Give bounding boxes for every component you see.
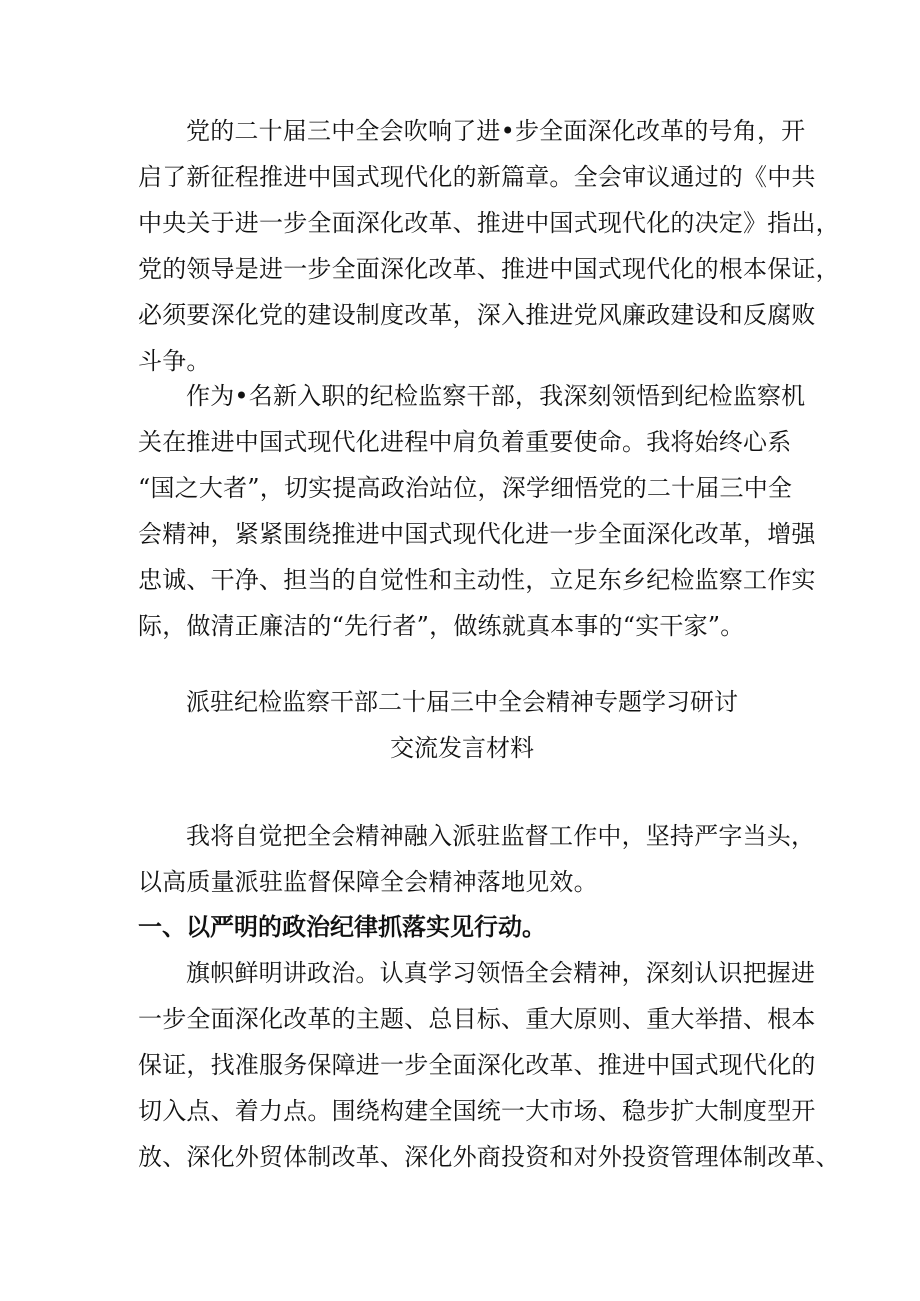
paragraph-line: 旗帜鲜明讲政治。认真学习领悟全会精神，深刻认识把握进	[186, 959, 816, 987]
paragraph-line: 我将自觉把全会精神融入派驻监督工作中，坚持严字当头，	[186, 822, 816, 850]
paragraph-line: 党的二十届三中全会吹响了进•步全面深化改革的号角，开	[186, 117, 806, 145]
paragraph-line: 斗争。	[138, 347, 211, 375]
paragraph-line: 党的领导是进一步全面深化改革、推进中国式现代化的根本保证，	[138, 255, 840, 283]
paragraph-line: 关在推进中国式现代化进程中肩负着重要使命。我将始终心系	[138, 428, 792, 456]
paragraph-line: 必须要深化党的建设制度改革，深入推进党风廉政建设和反腐败	[138, 301, 816, 329]
paragraph-line: 中央关于进一步全面深化改革、推进中国式现代化的决定》指出，	[138, 209, 840, 237]
title-line-2: 交流发言材料	[390, 734, 534, 762]
paragraph-line: 以高质量派驻监督保障全会精神落地见效。	[138, 868, 598, 896]
paragraph-line: 忠诚、干净、担当的自觉性和主动性，立足东乡纪检监察工作实	[138, 566, 816, 594]
paragraph-line: 一步全面深化改革的主题、总目标、重大原则、重大举措、根本	[138, 1005, 816, 1033]
heading-text: 一、以严明的政治纪律抓落实见行动。	[138, 913, 546, 941]
title-line-1: 派驻纪检监察干部二十届三中全会精神专题学习研讨	[186, 688, 738, 716]
paragraph-line: “国之大者”，切实提高政治站位，深学细悟党的二十届三中全	[138, 474, 793, 502]
paragraph-line: 切入点、着力点。围绕构建全国统一大市场、稳步扩大制度型开	[138, 1097, 816, 1125]
paragraph-line: 会精神，紧紧围绕推进中国式现代化进一步全面深化改革，增强	[138, 520, 816, 548]
paragraph-line: 放、深化外贸体制改革、深化外商投资和对外投资管理体制改革、	[138, 1143, 840, 1171]
paragraph-line: 启了新征程推进中国式现代化的新篇章。全会审议通过的《中共	[138, 163, 816, 191]
paragraph-line: 保证，找准服务保障进一步全面深化改革、推进中国式现代化的	[138, 1051, 816, 1079]
paragraph-line: 作为•名新入职的纪检监察干部，我深刻领悟到纪检监察机	[186, 382, 806, 410]
paragraph-line: 际，做清正廉洁的“先行者”，做练就真本事的“实干家”。	[138, 612, 745, 640]
